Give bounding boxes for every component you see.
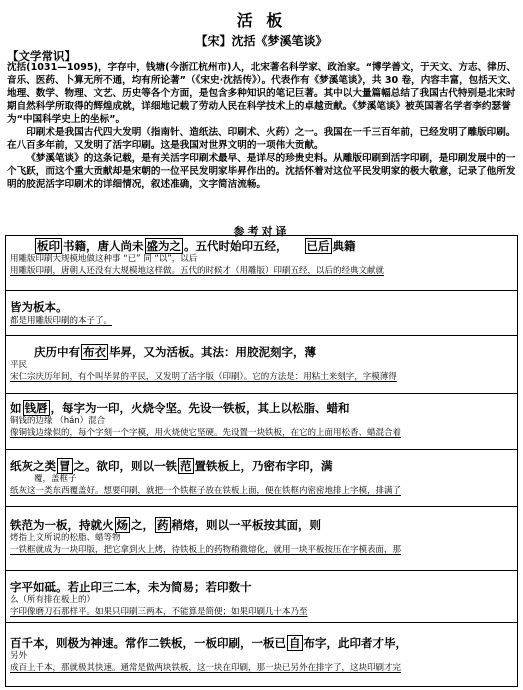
reference-title: 参考对译 bbox=[233, 225, 290, 238]
translation-line: 纸灰这一类东西覆盖好。想要印刷，就把一个铁框子放在铁板上面，便在铁框内密密地排上字模，排满了 bbox=[10, 486, 402, 496]
translation-line: 字印像磨刀石那样平。如果只印刷三两本，不能算是简便；如果印刷几十本乃至 bbox=[10, 607, 308, 617]
intro-text bbox=[7, 61, 517, 191]
keyword-box: 板印 bbox=[37, 239, 60, 253]
translation-table bbox=[5, 235, 518, 687]
annotation-line: 用雕版印刷大规模地做这种事 “已” 同 “以”，以后 bbox=[10, 254, 198, 264]
keyword-box: 盛为之 bbox=[146, 239, 181, 253]
original-line: 板印 书籍，唐人尚未 盛为之 。五代时始印五经， 已后 典籍 bbox=[37, 239, 356, 253]
translation-line: 宋仁宗庆历年间，有个叫毕昇的平民，又发明了活字版（印刷）。它的方法是：用粘土来刻字，字模薄得 bbox=[10, 372, 397, 382]
page-title: 活 板 bbox=[236, 11, 287, 30]
translation-line: 像铜钱边缘似的，每个字刻一个字模，用火烧使它坚硬。先设置一块铁板，在它的上面用松香、蜡混合着 bbox=[10, 428, 402, 438]
annotation-line: 铜钱的边缘 （hán）混合 bbox=[10, 416, 106, 426]
translation-line: 用雕版印刷，唐朝人还没有大规模地这样做。五代的时候才（用雕版）印刷五经，以后的经典文献就 bbox=[10, 266, 385, 276]
table-row bbox=[6, 394, 517, 450]
intro-paragraph: 印刷术是我国古代四大发明（指南针、造纸法、印刷术、火药）之一。我国在一千三百年前，已经发明了雕版印刷。在八百多年前，又发明了活字印刷。这是我国对世界文明的一项伟大贡献。 bbox=[7, 127, 516, 151]
keyword-box: 钱唇 bbox=[24, 401, 48, 415]
translation-line: 成百上千本，那就极其快速。通常是做两块铁板，这一块在印刷，那一块已另外在排字了，这块印刷才完 bbox=[10, 663, 402, 673]
keyword-box: 已后 bbox=[306, 239, 330, 253]
keyword-box: 冒 bbox=[59, 459, 71, 473]
original-line: 纸灰之类 冒 之。欲印，则以一铁 范 置铁板上，乃密布字印，满 bbox=[10, 459, 333, 473]
original-line: 字平如砥。若止印三二本，未为简易；若印数十 bbox=[10, 580, 252, 594]
table-row bbox=[6, 450, 517, 507]
table-row bbox=[6, 571, 517, 623]
author-byline: 【宋】沈括《梦溪笔谈》 bbox=[195, 34, 328, 48]
table-row bbox=[6, 291, 517, 336]
intro-paragraph: 《梦溪笔谈》的这条记载，是有关活字印刷术最早、是详尽的珍贵史料。从雕版印刷到活字印刷，是印刷发展中的一个飞跃，而这个重大贡献却是宋朝的一位平民发明家毕昇作出的。沈括怀着对这位平民发明家的极大敬意，记录了他所发明的胶泥活字印刷术的详细情况，叙述准确，文字简洁流畅。 bbox=[7, 153, 516, 190]
keyword-box: 范 bbox=[180, 459, 192, 473]
original-line: 如 钱唇 ，每字为一印，火烧令坚。先设一铁板，其上以松脂、蜡和 bbox=[10, 401, 350, 415]
translation-line: 都是用雕版印刷的本子了。 bbox=[10, 316, 113, 326]
original-line: 百千本，则极为神速。常作二铁板，一板印刷，一板已 自 布字，此印者才毕， bbox=[10, 636, 407, 650]
table-row bbox=[6, 336, 517, 394]
original-line: 铁范为一板，持就火 炀 之， 药 稍熔，则以一平板按其面，则 bbox=[10, 518, 321, 532]
keyword-box: 自 bbox=[289, 636, 301, 650]
annotation-line: 么（所有排在板上的） bbox=[10, 595, 96, 605]
annotation-line: 覆，盖框子 bbox=[34, 474, 77, 484]
translation-line: 一铁框就成为一块印版，把它拿到火上烤，待铁板上的药物稍微熔化，就用一块平板按压在字模表面，那 bbox=[10, 545, 402, 555]
keyword-box: 炀 bbox=[116, 518, 128, 532]
table-row bbox=[6, 507, 517, 571]
original-line: 庆历中有 布衣 毕昇，又为活板。其法：用胶泥刻字，薄 bbox=[34, 345, 316, 359]
intro-paragraph: 沈括(1031—1095)，字存中，钱塘(今浙江杭州市)人，北宋著名科学家、政治家。“博学善文，于天文、方志、律历、音乐、医药、卜算无所不通，均有所论著”（《宋史·沈括传》）。代表作有《梦溪笔谈》，共 30 卷，内容丰富，包括天文、地理、数学、物理、文艺、历史等各个方面，是包含多种知识的笔记巨著。其中以大量篇幅总结了我国古代特别是北宋时期自然科学所取得的辉煌成就，详细地记载了劳动人民在科学技术上的卓越贡献。《梦溪笔谈》被英国著名学者李约瑟誉为“中国科学史上的坐标”。 bbox=[7, 62, 517, 125]
table-row bbox=[6, 236, 517, 291]
annotation-line: 平民 bbox=[10, 360, 28, 370]
keyword-box: 布衣 bbox=[83, 345, 106, 359]
table-row bbox=[6, 623, 517, 686]
annotation-line: 烤指上文所说的松脂、蜡等物 bbox=[10, 533, 121, 543]
keyword-box: 药 bbox=[157, 518, 169, 532]
knowledge-heading: 【文学常识】 bbox=[7, 49, 76, 63]
annotation-line: 另外 bbox=[10, 651, 28, 661]
original-line: 皆为板本。 bbox=[10, 300, 68, 314]
